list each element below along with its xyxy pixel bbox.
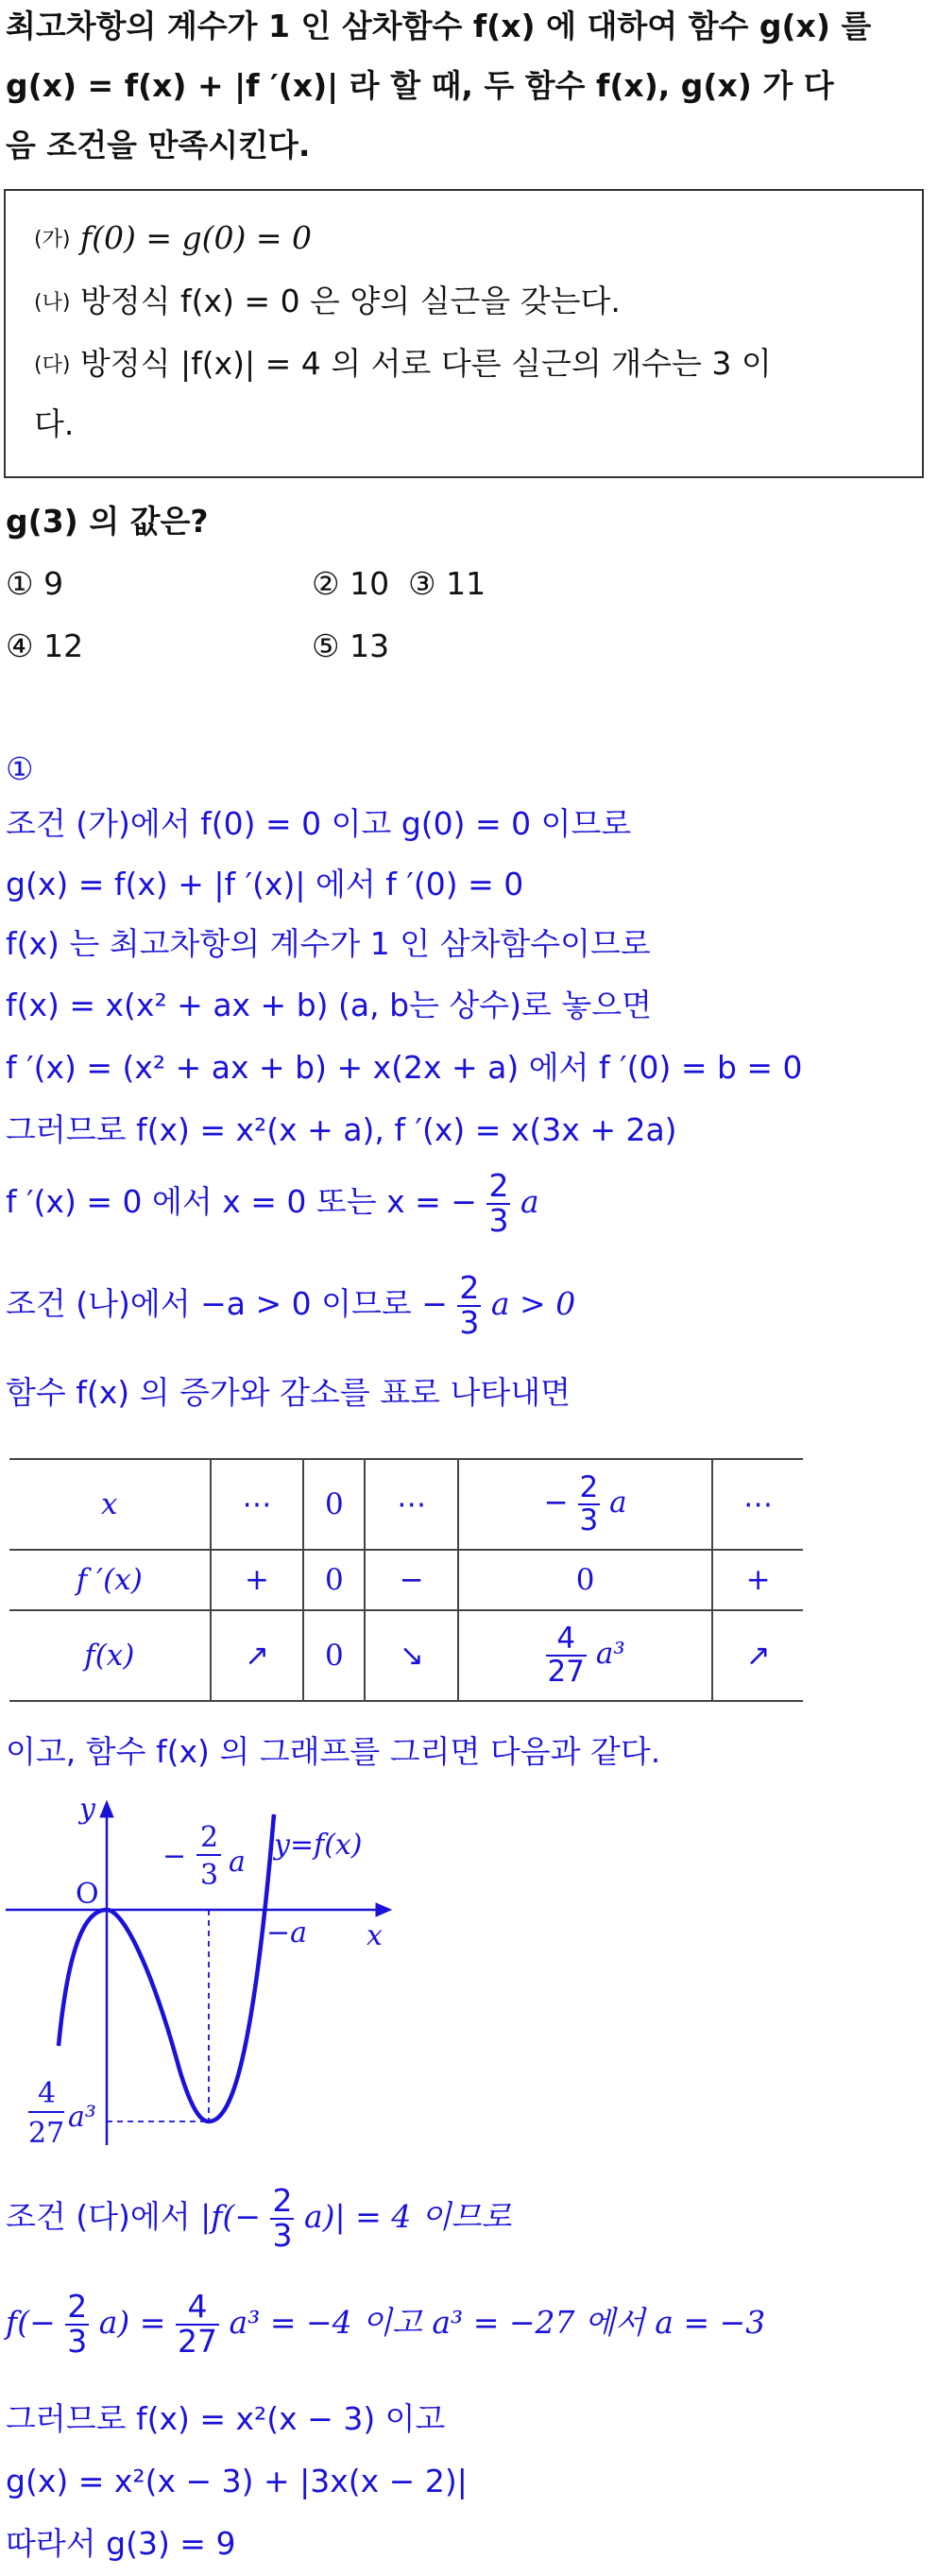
table-cell: ↗ xyxy=(211,1610,304,1701)
condition-a: (가) f(0) = g(0) = 0 xyxy=(34,219,313,256)
solution-line-8: 조건 (나)에서 −a > 0 이므로 − $\frac{2}{3}$ a > 0 xyxy=(6,1269,576,1341)
solution-line-11: 조건 (다)에서 |f(− $\frac{2}{3}$ a)| = 4 이므로 xyxy=(6,2182,512,2254)
solution-line-5: f ′(x) = (x² + ax + b) + x(2x + a) 에서 f ′(0) = b = 0 xyxy=(6,1049,803,1086)
table-cell: ⋯ xyxy=(365,1459,458,1550)
condition-c-cont: 다. xyxy=(34,405,75,442)
answer-mark: ① xyxy=(6,750,34,787)
solution-line-9: 함수 f(x) 의 증가와 감소를 표로 나타내면 xyxy=(6,1374,571,1411)
min-x-label-sign: − xyxy=(162,1840,187,1873)
table-cell-minimum: $\frac{4}{27}$ a³ xyxy=(458,1610,712,1701)
condition-b: (나) 방정식 f(x) = 0 은 양의 실근을 갖는다. xyxy=(34,283,621,319)
solution-line-4: f(x) = x(x² + ax + b) (a, b는 상수)로 놓으면 xyxy=(6,987,653,1023)
solution-line-15: 따라서 g(3) = 9 xyxy=(6,2525,236,2562)
solution-line-12: f(− $\frac{2}{3}$ a) = $\frac{4}{27}$ a³ = −4 이고 a³ = −27 에서 a = −3 xyxy=(6,2288,766,2360)
question-line-1: 최고차항의 계수가 1 인 삼차함수 f(x) 에 대하여 함수 g(x) 를 xyxy=(6,8,872,44)
condition-c: (다) 방정식 |f(x)| = 4 의 서로 다른 실근의 개수는 3 이 xyxy=(34,345,772,382)
origin-label: O xyxy=(76,1878,99,1911)
curve-label: y=f(x) xyxy=(274,1829,363,1862)
root-label: −a xyxy=(266,1916,308,1949)
table-cell: ↘ xyxy=(365,1610,458,1701)
table-cell: f(x) xyxy=(9,1610,211,1701)
table-cell: 0 xyxy=(303,1459,365,1550)
min-y-label-var: a³ xyxy=(68,2101,96,2134)
table-cell: − xyxy=(365,1550,458,1610)
question-ask: g(3) 의 값은? xyxy=(6,503,209,540)
solution-line-14: g(x) = x²(x − 3) + |3x(x − 2)| xyxy=(6,2463,468,2499)
solution-line-7: f ′(x) = 0 에서 x = 0 또는 x = − $\frac{2}{3}$ a xyxy=(6,1167,539,1239)
min-x-label-num: 2 xyxy=(200,1821,219,1854)
choice-3[interactable]: ③ 11 xyxy=(408,565,486,602)
solution-line-2: g(x) = f(x) + |f ′(x)| 에서 f ′(0) = 0 xyxy=(6,866,524,902)
table-cell: + xyxy=(211,1550,304,1610)
min-y-label-den: 27 xyxy=(28,2117,65,2150)
table-cell: ⋯ xyxy=(712,1459,803,1550)
solution-line-13: 그러므로 f(x) = x²(x − 3) 이고 xyxy=(6,2400,446,2437)
min-y-label-num: 4 xyxy=(38,2077,57,2110)
table-cell: ⋯ xyxy=(211,1459,304,1550)
table-cell: ↗ xyxy=(712,1610,803,1701)
sign-table xyxy=(9,1458,803,1702)
solution-line-6: 그러므로 f(x) = x²(x + a), f ′(x) = x(3x + 2a) xyxy=(6,1111,677,1148)
table-cell-critical: − $\frac{2}{3}$ a xyxy=(458,1459,712,1550)
choice-2[interactable]: ② 10 xyxy=(312,565,390,602)
y-axis-label: y xyxy=(79,1793,95,1826)
condition-box xyxy=(4,189,924,478)
min-x-label-den: 3 xyxy=(200,1859,219,1892)
table-cell: 0 xyxy=(303,1550,365,1610)
table-cell: x xyxy=(9,1459,211,1550)
function-graph xyxy=(0,1786,416,2164)
table-cell: + xyxy=(712,1550,803,1610)
choice-5[interactable]: ⑤ 13 xyxy=(312,627,390,664)
choice-4[interactable]: ④ 12 xyxy=(6,627,84,664)
table-cell: 0 xyxy=(303,1610,365,1701)
solution-line-3: f(x) 는 최고차항의 계수가 1 인 삼차함수이므로 xyxy=(6,925,651,962)
table-cell: 0 xyxy=(458,1550,712,1610)
x-axis-label: x xyxy=(367,1919,383,1952)
table-cell: f ′(x) xyxy=(9,1550,211,1610)
solution-line-10: 이고, 함수 f(x) 의 그래프를 그리면 다음과 같다. xyxy=(6,1733,661,1770)
choice-1[interactable]: ① 9 xyxy=(6,565,64,602)
y-axis-arrow-icon xyxy=(100,1801,113,1817)
x-axis-arrow-icon xyxy=(376,1903,391,1916)
question-line-2: g(x) = f(x) + |f ′(x)| 라 할 때, 두 함수 f(x), g(x) 가 다 xyxy=(6,67,834,104)
min-x-label-var: a xyxy=(229,1846,246,1879)
question-line-3: 음 조건을 만족시킨다. xyxy=(6,127,311,163)
solution-line-1: 조건 (가)에서 f(0) = 0 이고 g(0) = 0 이므로 xyxy=(6,805,632,842)
